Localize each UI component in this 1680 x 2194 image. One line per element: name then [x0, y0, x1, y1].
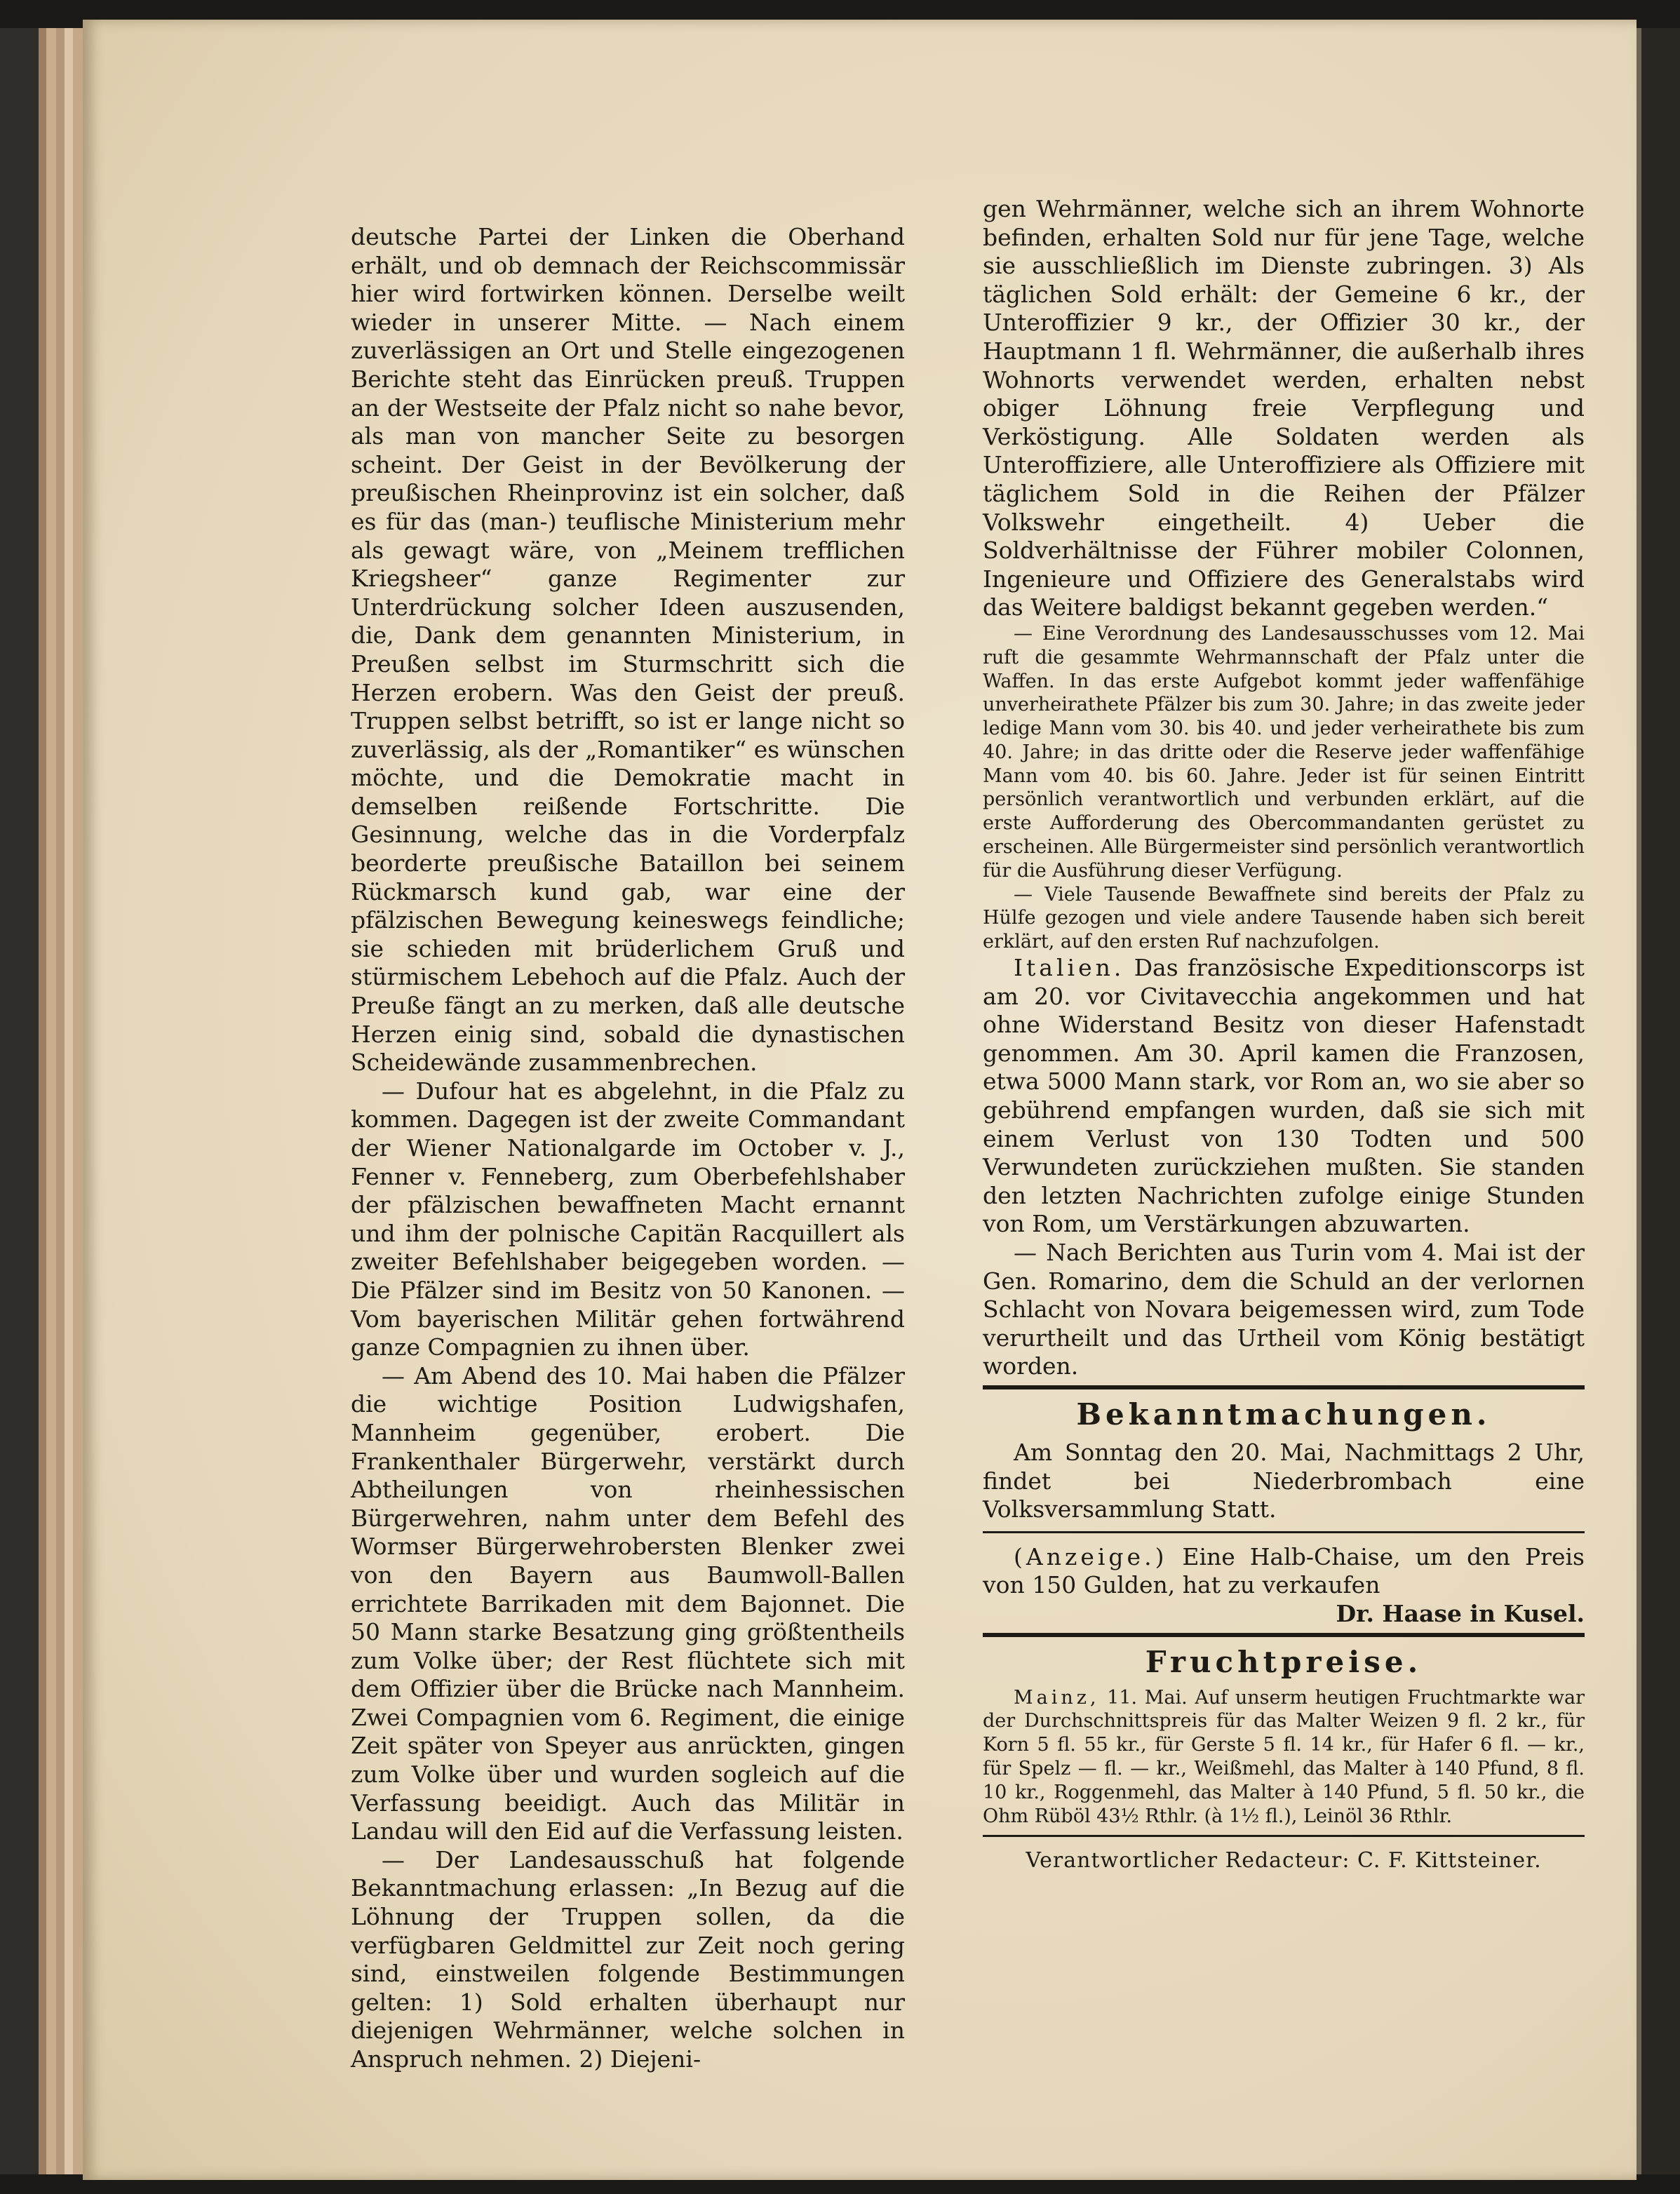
- section-divider: [983, 1633, 1585, 1637]
- price-report: [983, 1686, 1585, 1829]
- article-paragraph-small: — Eine Verordnung des Landesausschusses vom 12. Mai ruft die gesammte Wehrmannschaft der Pfalz unter die Waffen. In das erste Aufgebot kommt jeder waffenfähige unverheirathete Pfälzer bis zum 30. Jahre; in das zweite jeder ledige Mann vom 30. bis 40. und jeder verheirathete bis zum 40. Jahre; in das dritte oder die Reserve jeder waffenfähige Mann vom 40. bis 60. Jahre. Jeder ist für seinen Eintritt persönlich verantwortlich und verbunden erklärt, auf die erste Aufforderung des Obercommandanten gerüstet zu erscheinen. Alle Bürgermeister sind persönlich verantwortlich für die Ausführung dieser Verfügung.: [983, 622, 1585, 882]
- section-divider: [983, 1385, 1585, 1389]
- article-paragraph: — Nach Berichten aus Turin vom 4. Mai ist der Gen. Romarino, dem die Schuld an der verlornen Schlacht von Novara beigemessen wird, zum Tode verurtheilt und das Urtheil vom König bestätigt worden.: [983, 1239, 1585, 1380]
- advertisement-signature: Dr. Haase in Kusel.: [1336, 1599, 1585, 1627]
- mainz-label: Mainz,: [1014, 1686, 1100, 1709]
- italien-paragraph: [983, 954, 1585, 1239]
- editor-footer: Verantwortlicher Redacteur: C. F. Kittsteiner.: [1026, 1848, 1542, 1873]
- right-column: [983, 195, 1585, 1876]
- article-paragraph: — Dufour hat es abgelehnt, in die Pfalz zu kommen. Dagegen ist der zweite Commandant der Wiener Nationalgarde im October v. J., Fenner v. Fenneberg, zum Oberbefehlshaber der pfälzischen bewaffneten Macht ernannt und ihm der polnische Capitän Racquillert als zweiter Befehlshaber beigegeben worden. — Die Pfälzer sind im Besitz von 50 Kanonen. — Vom bayerischen Militär gehen fortwährend ganze Compagnien zu ihnen über.: [351, 1077, 905, 1361]
- left-column: [351, 223, 905, 2074]
- fruchtpreise-heading: Fruchtpreise.: [1145, 1644, 1423, 1679]
- italien-text: Das französische Expeditionscorps ist am 20. vor Civitavecchia angekommen und hat ohne Widerstand Besitz von dieser Hafenstadt genommen. Am 30. April kamen die Franzosen, etwa 5000 Mann stark, vor Rom an, wo sie aber so gebührend empfangen wurden, daß sie sich mit einem Verlust von 130 Todten und 500 Verwundeten zurückziehen mußten. Sie standen den letzten Nachrichten zufolge einige Stunden von Rom, um Verstärkungen abzuwarten.: [983, 954, 1585, 1238]
- bekanntmachungen-heading: Bekanntmachungen.: [1076, 1397, 1491, 1432]
- announcement-text: Am Sonntag den 20. Mai, Nachmittags 2 Uhr, findet bei Niederbrombach eine Volksversammlung Statt.: [983, 1438, 1585, 1523]
- article-paragraph: gen Wehrmänner, welche sich an ihrem Wohnorte befinden, erhalten Sold nur für jene Tage, welche sie ausschließlich im Dienste zubringen. 3) Als täglichen Sold erhält: der Gemeine 6 kr., der Unteroffizier 9 kr., der Offizier 30 kr., der Hauptmann 1 fl. Wehrmänner, die außerhalb ihres Wohnorts verwendet werden, erhalten nebst obiger Löhnung freie Verpflegung und Verköstigung. Alle Soldaten werden als Unteroffiziere, alle Unteroffiziere als Offiziere mit täglichem Sold in die Reihen der Pfälzer Volkswehr eingetheilt. 4) Ueber die Soldverhältnisse der Führer mobiler Colonnen, Ingenieure und Offiziere des Generalstabs wird das Weitere baldigst bekannt gegeben werden.“: [983, 195, 1585, 621]
- italien-label: Italien.: [1014, 954, 1125, 982]
- anzeige-body: Eine Halb-Chaise, um den Preis von 150 Gulden, hat zu verkaufen: [983, 1542, 1585, 1599]
- section-divider: [983, 1531, 1585, 1533]
- book-edge-left: [0, 28, 84, 2174]
- article-paragraph: — Der Landesausschuß hat folgende Bekanntmachung erlassen: „In Bezug auf die Löhnung der Truppen sollen, da die verfügbaren Geldmittel zur Zeit noch gering sind, einstweilen folgende Bestimmungen gelten: 1) Sold erhalten überhaupt nur diejenigen Wehrmänner, welche solchen in Anspruch nehmen. 2) Diejeni-: [351, 1845, 905, 2073]
- newspaper-page: [83, 20, 1637, 2180]
- advertisement-text: [983, 1543, 1585, 1600]
- book-edge-right: [1634, 28, 1680, 2174]
- article-paragraph: — Am Abend des 10. Mai haben die Pfälzer die wichtige Position Ludwigshafen, Mannheim gegenüber, erobert. Die Frankenthaler Bürgerwehr, verstärkt durch Abtheilungen von rheinhessischen Bürgerwehren, nahm unter dem Befehl des Wormser Bürgerwehrobersten Blenker zwei von den Bayern aus Baumwoll-Ballen errichtete Barrikaden mit dem Bajonnet. Die 50 Mann starke Besatzung ging größtentheils zum Volke über; der Rest flüchtete sich mit dem Offizier über die Brücke nach Mannheim. Zwei Compagnien vom 6. Regiment, die einige Zeit später von Speyer aus anrückten, gingen zum Volke über und wurden sogleich auf die Verfassung beeidigt. Auch das Militär in Landau will den Eid auf die Verfassung leisten.: [351, 1361, 905, 1845]
- article-paragraph: deutsche Partei der Linken die Oberhand erhält, und ob demnach der Reichscommissär hier wird fortwirken können. Derselbe weilt wieder in unserer Mitte. — Nach einem zuverlässigen an Ort und Stelle eingezogenen Berichte steht das Einrücken preuß. Truppen an der Westseite der Pfalz nicht so nahe bevor, als man von mancher Seite zu besorgen scheint. Der Geist in der Bevölkerung der preußischen Rheinprovinz ist ein solcher, daß es für das (man-) teuflische Ministerium mehr als gewagt wäre, von „Meinem trefflichen Kriegsheer“ ganze Regimenter zur Unterdrückung solcher Ideen auszusenden, die, Dank dem genannten Ministerium, in Preußen selbst im Sturmschritt sich die Herzen erobern. Was den Geist der preuß. Truppen selbst betrifft, so ist er lange nicht so zuverlässig, als der „Romantiker“ es wünschen möchte, und die Demokratie macht in demselben reißende Fortschritte. Die Gesinnung, welche das in die Vorderpfalz beorderte preußische Bataillon bei seinem Rückmarsch kund gab, war eine der pfälzischen Bewegung keineswegs feindliche; sie schieden mit brüderlichem Gruß und stürmischem Lebehoch auf die Pfalz. Auch der Preuße fängt an zu merken, daß alle deutsche Herzen einig sind, sobald die dynastischen Scheidewände zusammenbrechen.: [351, 223, 905, 1077]
- article-paragraph-small: — Viele Tausende Bewaffnete sind bereits der Pfalz zu Hülfe gezogen und viele andere Tausende haben sich bereit erklärt, auf den ersten Ruf nachzufolgen.: [983, 883, 1585, 953]
- footer-divider: [983, 1835, 1585, 1837]
- anzeige-label: (Anzeige.): [1014, 1542, 1168, 1570]
- price-report-text: 11. Mai. Auf unserm heutigen Fruchtmarkte war der Durchschnittspreis für das Malter Weizen 9 fl. 2 kr., für Korn 5 fl. 55 kr., für Gerste 5 fl. 14 kr., für Hafer 6 fl. — kr., für Spelz — fl. — kr., Weißmehl, das Malter à 140 Pfund, 8 fl. 10 kr., Roggenmehl, das Malter à 140 Pfund, 5 fl. 50 kr., die Ohm Rüböl 43½ Rthlr. (à 1½ fl.), Leinöl 36 Rthlr.: [983, 1686, 1585, 1827]
